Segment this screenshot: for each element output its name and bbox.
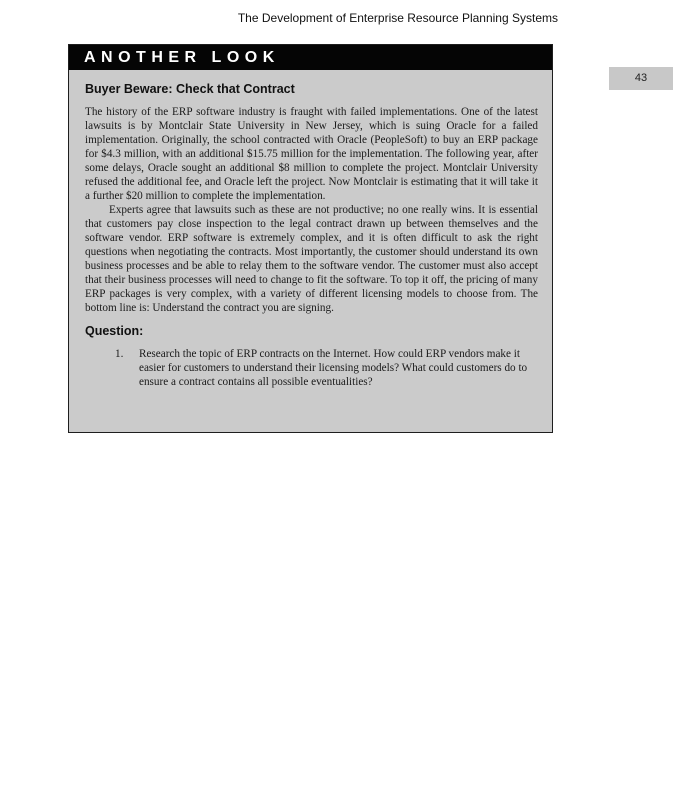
question-text: Research the topic of ERP contracts on the Internet. How could ERP vendors make it easier for customers to understand their licensing models? What could customers do to ensure a contract contains all possible eventualities? <box>139 348 528 388</box>
page-number-tab: 43 <box>609 67 673 90</box>
another-look-box <box>68 44 553 433</box>
question-item <box>85 347 538 389</box>
running-header: The Development of Enterprise Resource Planning Systems <box>237 11 558 25</box>
box-header: ANOTHER LOOK <box>69 45 552 70</box>
question-heading: Question: <box>85 324 144 338</box>
body-paragraph: Experts agree that lawsuits such as these are not productive; no one really wins. It is essential that customers pay close inspection to the legal contract drawn up between themselves and the software vendor. ERP software is extremely complex, and it is often difficult to ask the right questions when negotiating the contracts. Most importantly, the customer should understand its own business processes and be able to relay them to the software vendor. The customer must also accept that their business processes will need to change to fit the software. To top it off, the pricing of many ERP packages is very complex, with a variety of different licensing models to choose from. The bottom line is: Understand the contract you are signing. <box>85 204 538 314</box>
box-body <box>69 70 552 389</box>
box-title: Buyer Beware: Check that Contract <box>85 82 295 96</box>
question-number: 1. <box>115 348 124 360</box>
body-paragraph: The history of the ERP software industry is fraught with failed implementations. One of the latest lawsuits is by Montclair State University in New Jersey, which is suing Oracle for a failed implementation. Originally, the school contracted with Oracle (PeopleSoft) to buy an ERP package for $4.3 million, with an additional $15.75 million for the implementation. The following year, after some delays, Oracle sought an additional $8 million to complete the project. Montclair University refused the additional fee, and Oracle left the project. Now Montclair is estimating that it will take it a further $20 million to complete the implementation. <box>85 106 538 202</box>
